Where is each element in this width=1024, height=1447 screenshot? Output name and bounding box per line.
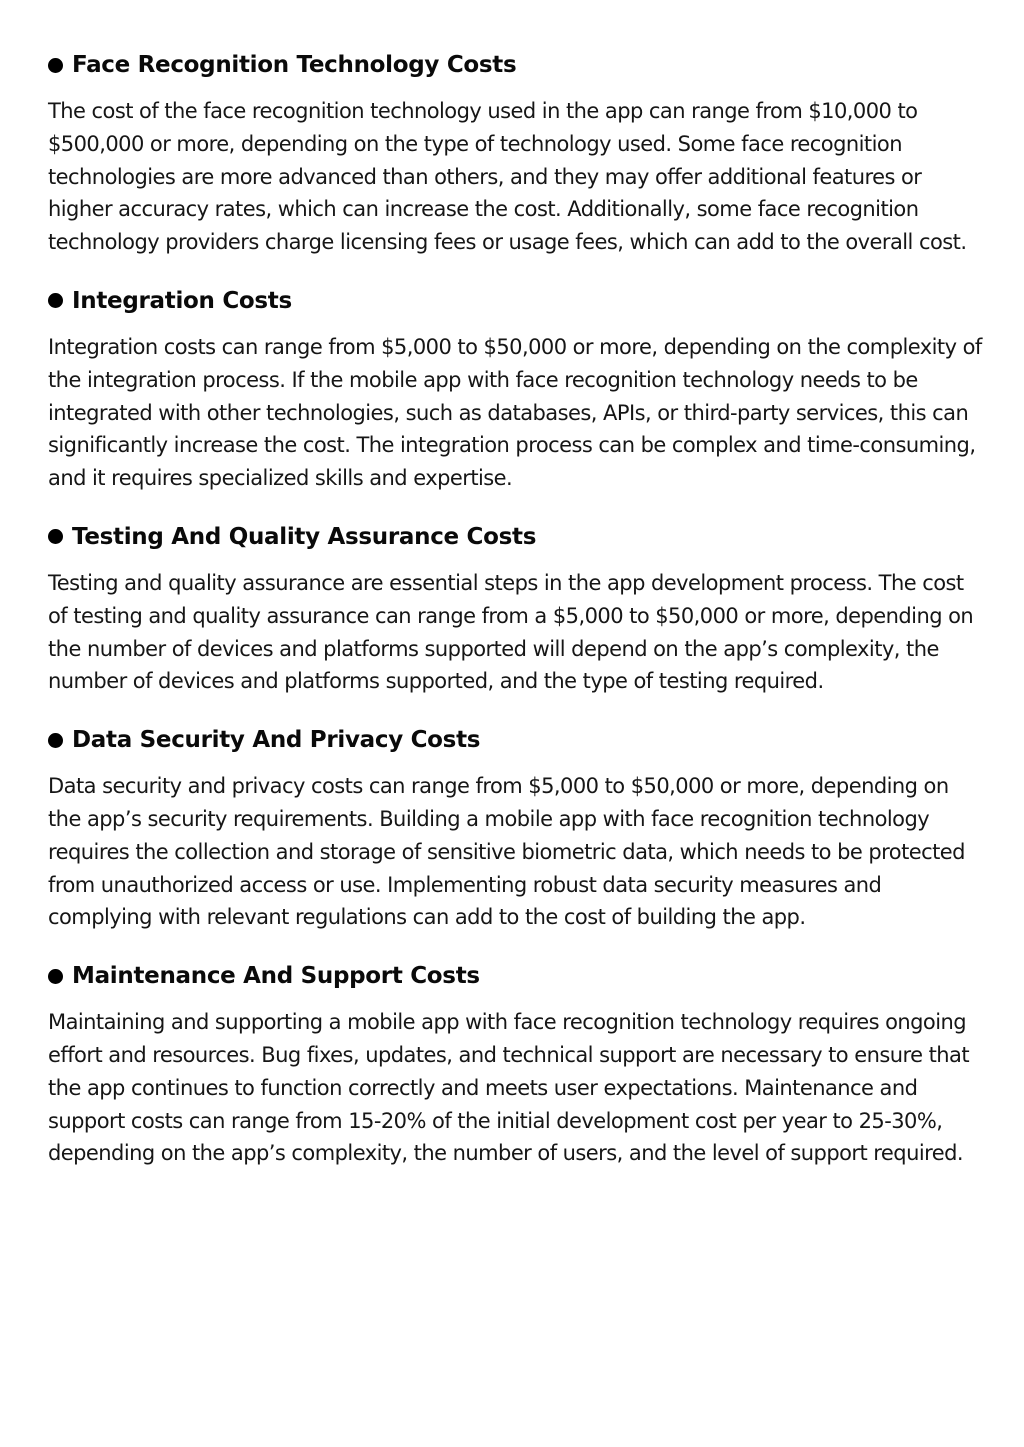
section-heading — [48, 955, 983, 997]
bullet-icon — [48, 733, 63, 748]
section-heading-text: Face Recognition Technology Costs — [72, 52, 517, 78]
bullet-icon — [48, 58, 63, 73]
section-heading — [48, 280, 983, 322]
section-heading-text: Testing And Quality Assurance Costs — [72, 523, 537, 550]
section-heading-text: Maintenance And Support Costs — [72, 963, 480, 990]
section-body: The cost of the face recognition technology used in the app can range from $10,000 to $500,000 or more, depending on the type of technology used. Some face recognition technologies are more advanced than others, and they may offer additional features or higher accuracy rates, which can increase the cost. Additionally, some face recognition technology providers charge licensing fees or usage fees, which can add to the overall cost. — [48, 99, 967, 255]
section-maintenance-support-costs — [48, 955, 983, 1170]
section-body: Maintaining and supporting a mobile app with face recognition technology requires ongoing effort and resources. Bug fixes, updates, and technical support are necessary to ensure that the app continues to function correctly and meets user expectations. Maintenance and support costs can range from 15-20% of the initial development cost per year to 25-30%, depending on the app’s complexity, the number of users, and the level of support required. — [48, 1010, 970, 1166]
section-data-security-costs — [48, 719, 983, 934]
section-heading-text: Data Security And Privacy Costs — [72, 727, 481, 754]
section-heading — [48, 516, 983, 558]
section-face-recognition-costs — [48, 44, 983, 259]
bullet-icon — [48, 969, 63, 984]
section-testing-qa-costs — [48, 516, 983, 698]
section-body: Integration costs can range from $5,000 to $50,000 or more, depending on the complexity of the integration process. If the mobile app with face recognition technology needs to be integrated with other technologies, such as databases, APIs, or third-party services, this can significantly increase the cost. The integration process can be complex and time-consuming, and it requires specialized skills and expertise. — [48, 334, 982, 491]
document-page — [48, 44, 983, 1170]
bullet-icon — [48, 293, 63, 308]
section-integration-costs — [48, 280, 983, 495]
section-heading-text: Integration Costs — [72, 287, 292, 314]
bullet-icon — [48, 529, 63, 544]
section-heading — [48, 719, 983, 761]
section-body: Testing and quality assurance are essential steps in the app development process. The cost of testing and quality assurance can range from a $5,000 to $50,000 or more, depending on the number of devices and platforms supported will depend on the app’s complexity, the number of devices and platforms supported, and the type of testing required. — [48, 570, 974, 694]
section-body: Data security and privacy costs can range from $5,000 to $50,000 or more, depending on the app’s security requirements. Building a mobile app with face recognition technology requires the collection and storage of sensitive biometric data, which needs to be protected from unauthorized access or use. Implementing robust data security measures and complying with relevant regulations can add to the cost of building the app. — [48, 774, 965, 930]
section-heading — [48, 44, 983, 86]
